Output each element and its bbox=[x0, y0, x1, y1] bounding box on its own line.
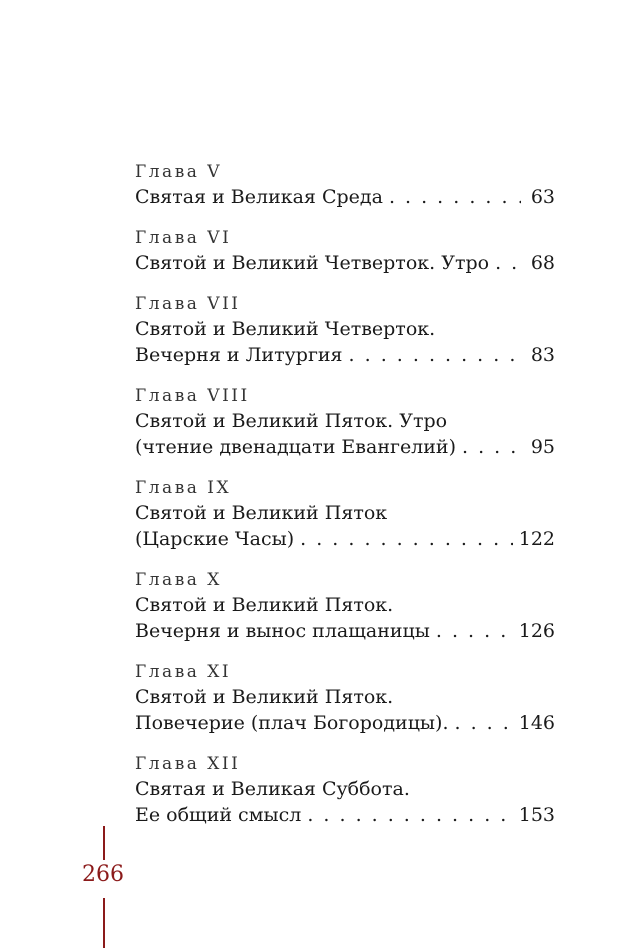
entry-title-line bbox=[135, 184, 555, 210]
page-ref: 126 bbox=[518, 620, 555, 642]
dot-leader bbox=[449, 710, 513, 736]
page-number-rule-bottom bbox=[103, 898, 105, 948]
entry-title-line bbox=[135, 342, 555, 368]
page-ref: 63 bbox=[530, 186, 555, 208]
entry-title: Святой и Великий Пяток. Утро bbox=[135, 410, 448, 432]
toc-entry[interactable] bbox=[135, 226, 555, 276]
page-ref: 153 bbox=[518, 804, 555, 826]
dot-leader bbox=[456, 434, 521, 460]
chapter-label: Глава VI bbox=[135, 228, 232, 248]
entry-subtitle: Ее общий смысл bbox=[135, 804, 302, 826]
entry-title-line bbox=[135, 526, 555, 552]
entry-title: Святой и Великий Четверток. bbox=[135, 318, 436, 340]
entry-title: Святой и Великий Пяток. bbox=[135, 594, 394, 616]
page-ref: 68 bbox=[530, 252, 555, 274]
page-number-rule-top bbox=[103, 826, 105, 860]
entry-title: Святая и Великая Среда bbox=[135, 186, 383, 208]
toc-entry[interactable] bbox=[135, 752, 555, 828]
entry-title: Святой и Великий Пяток bbox=[135, 502, 388, 524]
page-ref: 146 bbox=[518, 712, 555, 734]
toc-entry[interactable] bbox=[135, 160, 555, 210]
chapter-label: Глава VIII bbox=[135, 386, 250, 406]
entry-title: Святой и Великий Четверток. Утро bbox=[135, 252, 490, 274]
toc-entry[interactable] bbox=[135, 660, 555, 736]
toc-entry[interactable] bbox=[135, 384, 555, 460]
entry-title-line bbox=[135, 802, 555, 828]
page-ref: 83 bbox=[530, 344, 555, 366]
dot-leader bbox=[430, 618, 513, 644]
dot-leader bbox=[301, 802, 512, 828]
entry-title-line bbox=[135, 434, 555, 460]
dot-leader bbox=[489, 250, 521, 276]
table-of-contents bbox=[135, 160, 555, 844]
entry-title-line bbox=[135, 618, 555, 644]
toc-entry[interactable] bbox=[135, 292, 555, 368]
entry-subtitle: Повечерие (плач Богородицы). bbox=[135, 712, 449, 734]
dot-leader bbox=[294, 526, 513, 552]
chapter-label: Глава XI bbox=[135, 662, 232, 682]
entry-title: Святая и Великая Суббота. bbox=[135, 778, 410, 800]
entry-title: Святой и Великий Пяток. bbox=[135, 686, 394, 708]
chapter-label: Глава IX bbox=[135, 478, 232, 498]
entry-subtitle: (Царские Часы) bbox=[135, 528, 295, 550]
entry-title-line bbox=[135, 250, 555, 276]
page-ref: 122 bbox=[518, 528, 555, 550]
page-number: 266 bbox=[82, 862, 124, 887]
entry-subtitle: (чтение двенадцати Евангелий) bbox=[135, 436, 456, 458]
chapter-label: Глава X bbox=[135, 570, 222, 590]
entry-subtitle: Вечерня и вынос плащаницы bbox=[135, 620, 430, 642]
page-ref: 95 bbox=[530, 436, 555, 458]
toc-entry[interactable] bbox=[135, 476, 555, 552]
chapter-label: Глава VII bbox=[135, 294, 241, 314]
chapter-label: Глава V bbox=[135, 162, 223, 182]
dot-leader bbox=[383, 184, 521, 210]
entry-subtitle: Вечерня и Литургия bbox=[135, 344, 343, 366]
chapter-label: Глава XII bbox=[135, 754, 241, 774]
entry-title-line bbox=[135, 710, 555, 736]
dot-leader bbox=[343, 342, 521, 368]
toc-entry[interactable] bbox=[135, 568, 555, 644]
